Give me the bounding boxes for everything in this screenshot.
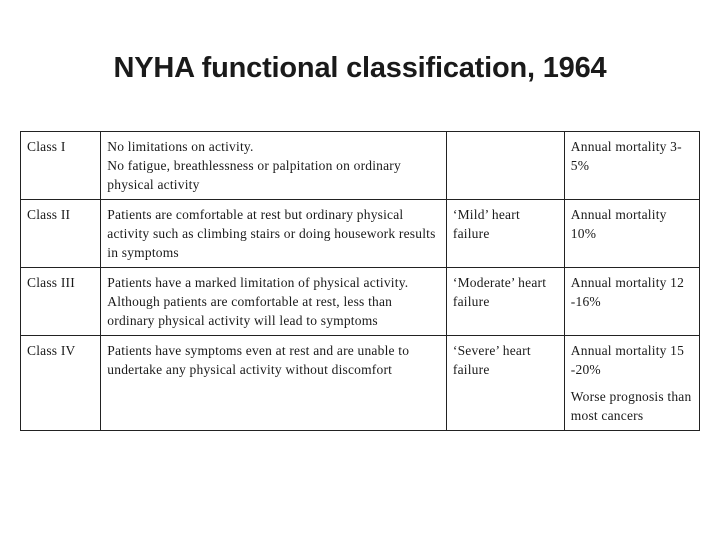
class-label: Class III [21, 268, 101, 336]
severity-cell [446, 132, 564, 200]
mortality-cell [564, 336, 699, 431]
mortality-value: Annual mortality 15 -20% [570, 343, 685, 377]
severity-cell: ‘Moderate’ heart failure [446, 268, 564, 336]
page-title: NYHA functional classification, 1964 [113, 52, 607, 84]
class-label: Class I [21, 132, 101, 200]
mortality-cell: Annual mortality 10% [564, 200, 699, 268]
prognosis-note: Worse prognosis than most cancers [570, 389, 692, 423]
class-description: Patients have a marked limitation of physical activity. Although patients are comfortable at rest, less than ordinary physical activity will lead to symptoms [101, 268, 447, 336]
class-description [101, 132, 447, 200]
classification-table [20, 131, 700, 431]
description-line: No limitations on activity. [107, 139, 254, 154]
severity-cell: ‘Severe’ heart failure [446, 336, 564, 431]
class-description: Patients are comfortable at rest but ordinary physical activity such as climbing stairs or doing housework results in symptoms [101, 200, 447, 268]
table-row-class-3 [21, 268, 700, 336]
class-label: Class II [21, 200, 101, 268]
table-row-class-2 [21, 200, 700, 268]
class-description: Patients have symptoms even at rest and are unable to undertake any physical activity without discomfort [101, 336, 447, 431]
severity-cell: ‘Mild’ heart failure [446, 200, 564, 268]
table-row-class-4 [21, 336, 700, 431]
class-label: Class IV [21, 336, 101, 431]
table-row-class-1 [21, 132, 700, 200]
description-line: No fatigue, breathlessness or palpitation on ordinary physical activity [107, 158, 401, 192]
mortality-cell: Annual mortality 12 -16% [564, 268, 699, 336]
mortality-cell: Annual mortality 3-5% [564, 132, 699, 200]
